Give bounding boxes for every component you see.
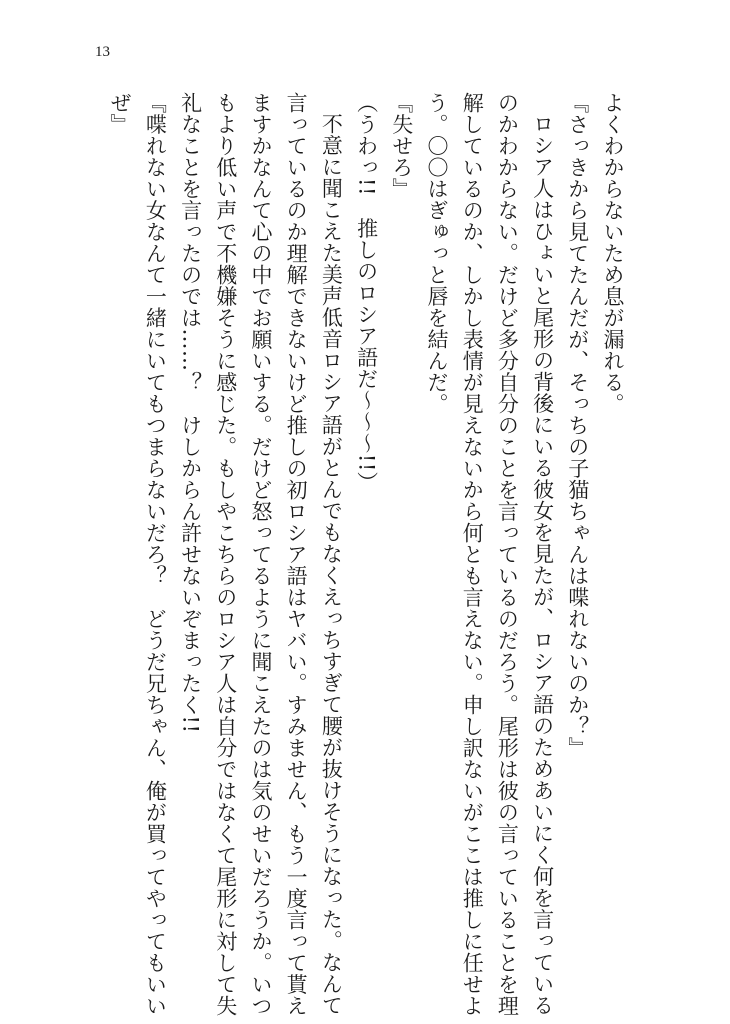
- text-line: （うわっ!! 推しのロシア語だ〜〜〜!!）: [354, 92, 379, 494]
- text-line: 『失せろ』: [389, 92, 414, 200]
- text-line: ますかなんて心の中でお願いする。だけど怒ってるように聞こえたのは気のせいだろうか。いつ: [248, 92, 273, 1017]
- text-line: ぜ』: [108, 92, 133, 135]
- text-line: 言っているのか理解できないけど推しの初ロシア語はヤバい。すみません、もう一度言って貰え: [284, 92, 309, 1017]
- text-line: ロシア人はひょいと尾形の背後にいる彼女を見たが、ロシア語のためあいにく何を言っている: [530, 113, 555, 1016]
- text-line: 『喋れない女なんて一緒にいてもつまらないだろ？ どうだ兄ちゃん、俺が買ってやってもいい: [143, 92, 168, 1017]
- novel-text-block: [102, 92, 630, 1017]
- text-line: よくわからないため息が漏れる。: [601, 92, 625, 415]
- text-line: 不意に聞こえた美声低音ロシア語がとんでもなくえっちすぎて腰が抜けそうになった。なんて: [319, 113, 344, 1016]
- text-line: 礼なことを言ったのでは……？ けしからん許せないぞまったく!!: [178, 92, 203, 734]
- page-number: 13: [95, 44, 110, 60]
- text-line: もより低い声で不機嫌そうに感じた。もしやこちらのロシア人は自分ではなくて尾形に対して失: [213, 92, 238, 1017]
- text-line: 解しているのか、しかし表情が見えないから何とも言えない。申し訳ないがここは推しに任せよ: [460, 92, 485, 1017]
- text-line: う。〇〇はぎゅっと唇を結んだ。: [424, 92, 449, 415]
- text-line: のかわからない。だけど多分自分のことを言っているのだろう。尾形は彼の言っていることを理: [495, 92, 520, 1017]
- text-line: 『さっきから見てたんだが、そっちの子猫ちゃんは喋れないのか？』: [565, 92, 590, 759]
